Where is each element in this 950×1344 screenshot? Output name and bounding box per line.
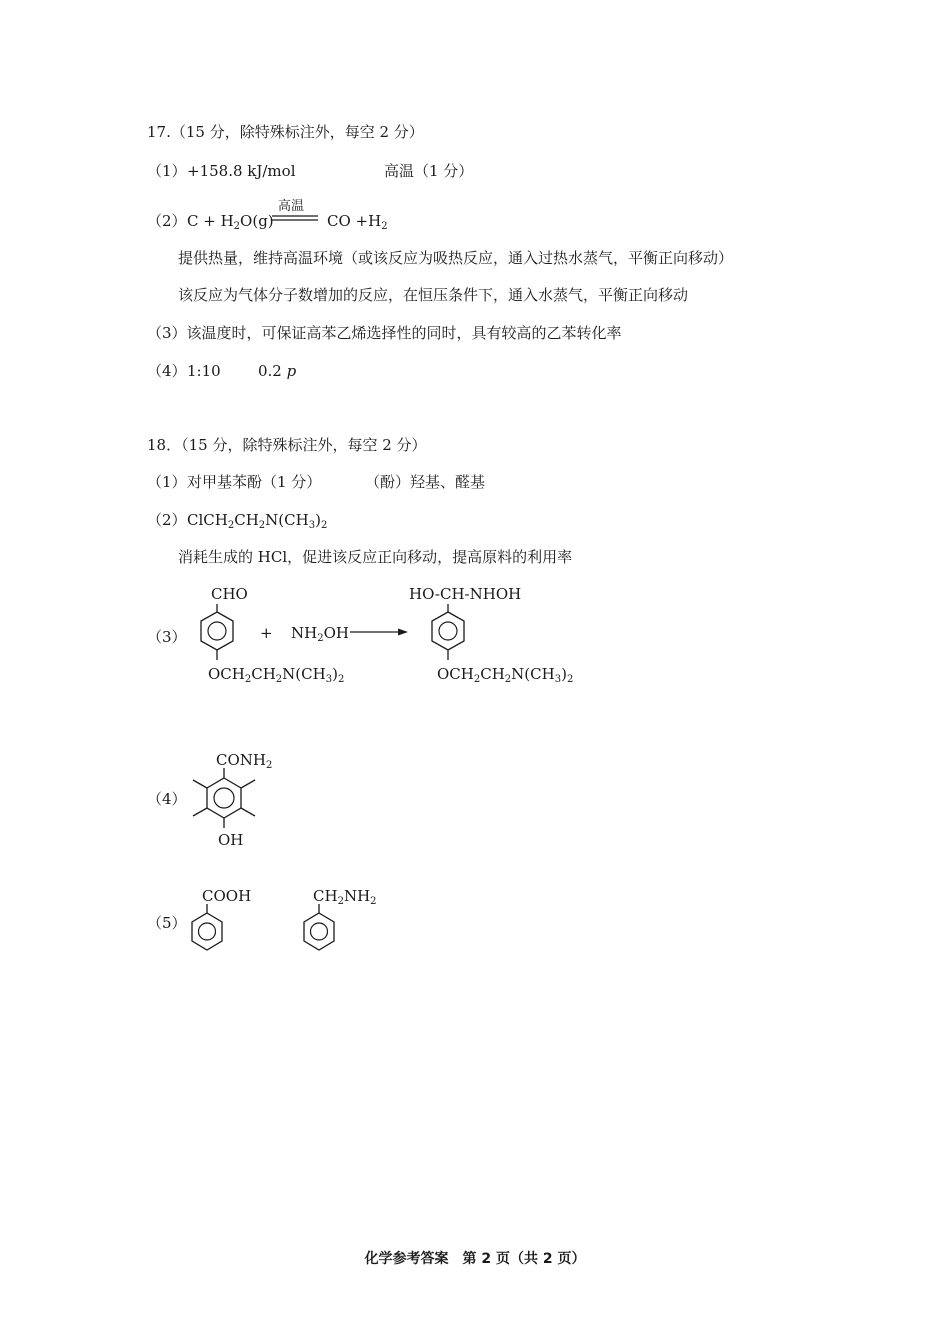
q18-part3-product-bottom: $OCH_2CH_2N(CH_3)_2$ (437, 665, 574, 685)
reaction-arrow-icon (350, 627, 410, 637)
q18-part2-formula: $ClCH_2CH_2N(CH_3)_2$ (187, 511, 328, 531)
benzene-ring-icon (297, 903, 347, 963)
q18-part5-number: （5） (147, 914, 187, 932)
q18-part1-answer-a: 对甲基苯酚（1 分） (187, 473, 322, 491)
q17-part1-value: +158.8 kJ/mol (187, 162, 296, 180)
q17-part2-line3: 该反应为气体分子数增加的反应，在恒压条件下，通入水蒸气，平衡正向移动 (178, 286, 689, 304)
q17-part1-number: （1） (147, 162, 187, 180)
q17-part2-number: （2） (147, 212, 187, 230)
q18-part3-plus: + (260, 624, 273, 642)
page-footer: 化学参考答案 第 2 页（共 2 页） (364, 1251, 586, 1267)
q17-part3: （3）该温度时，可保证高苯乙烯选择性的同时，具有较高的乙苯转化率 (147, 324, 622, 342)
q18-heading: 18．（15 分，除特殊标注外，每空 2 分） (147, 436, 427, 454)
q18-part4-number: （4） (147, 790, 187, 808)
q17-part2-condition: 高温 (278, 199, 305, 214)
q18-part1-answer-b: （酚）羟基、醛基 (365, 473, 486, 491)
q18-part2-line2: 消耗生成的 HCl，促进该反应正向移动，提高原料的利用率 (178, 548, 573, 566)
q18-part5-a-top: COOH (202, 887, 252, 905)
q18-part4-top: $CONH_2$ (216, 751, 273, 771)
benzene-ring-icon (185, 903, 235, 963)
q18-part3-product-top: HO-CH-NHOH (409, 585, 522, 603)
q17-part4-number: （4） (147, 362, 187, 380)
q17-part2-equation-rhs: CO $+H_2$ (327, 212, 388, 232)
q17-part4-ratio: 1:10 (187, 362, 221, 380)
q18-part3-reactant-bottom: $OCH_2CH_2N(CH_3)_2$ (208, 665, 345, 685)
q18-part3-reactant-top: CHO (211, 585, 248, 603)
q17-part2-equation-lhs: $C + H_2O(g)$ (187, 212, 274, 232)
q18-part2-number: （2） (147, 511, 187, 529)
q17-heading: 17.（15 分，除特殊标注外，每空 2 分） (147, 123, 424, 141)
q18-part4-bottom: OH (218, 831, 244, 849)
equilibrium-sign-icon (272, 214, 318, 224)
q18-part1-number: （1） (147, 473, 187, 491)
tetramethyl-benzene-ring-icon (185, 766, 265, 836)
q17-part2-line2: 提供热量，维持高温环境（或该反应为吸热反应，通入过热水蒸气，平衡正向移动） (178, 249, 734, 267)
q17-part1-note: 高温（1 分） (384, 162, 474, 180)
q18-part3-number: （3） (147, 628, 187, 646)
q18-part5-b-top: $CH_2NH_2$ (313, 887, 377, 907)
q17-part4-pressure: 0.2 p (258, 362, 297, 380)
q18-part3-reagent: $NH_2OH$ (291, 624, 349, 644)
